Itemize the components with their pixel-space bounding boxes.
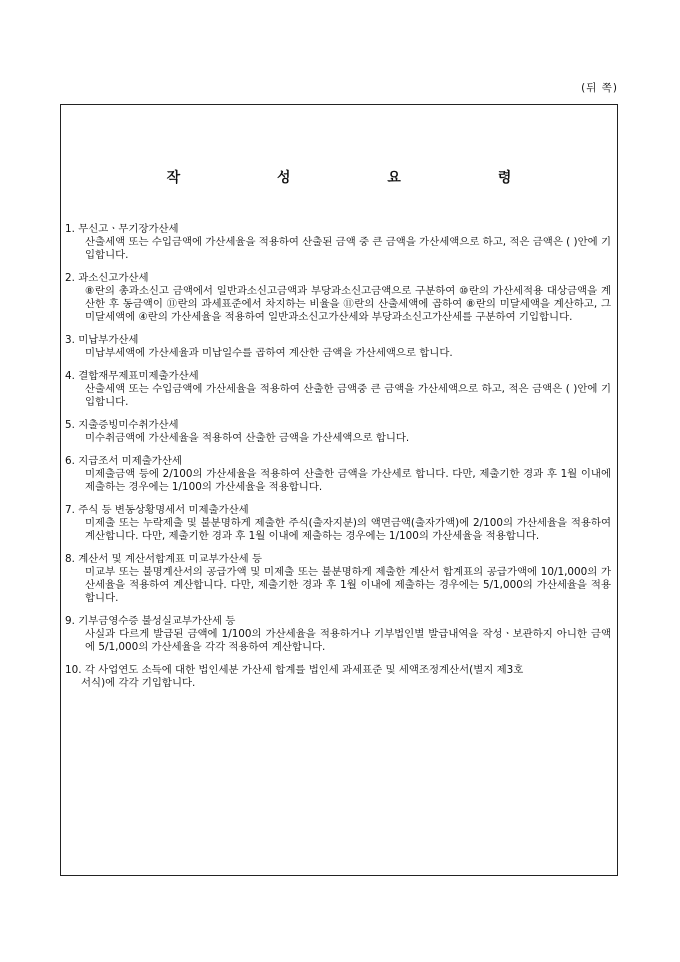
item-body: 산출세액 또는 수입금액에 가산세율을 적용하여 산출된 금액 중 큰 금액을 가산세액으로 하고, 적은 금액은 ( )안에 기입합니다.	[85, 236, 611, 261]
instruction-item-8	[65, 553, 613, 605]
instruction-item-9	[65, 615, 613, 654]
item-body: 미수취금액에 가산세율을 적용하여 산출한 금액을 가산세액으로 합니다.	[85, 432, 410, 444]
item-heading: 5. 지출증빙미수취가산세	[65, 419, 179, 431]
item-heading: 3. 미납부가산세	[65, 334, 139, 346]
instruction-item-6	[65, 455, 613, 494]
item-body: 미교부 또는 불명계산서의 공급가액 및 미제출 또는 불분명하게 제출한 계산서 합계표의 공급가액에 10/1,000의 가산세율을 적용하여 계산합니다. 다만, 제출기한 경과 후 1월 이내에 제출하는 경우에는 5/1,000의 가산세율을 적용합니다.	[85, 566, 611, 604]
instruction-item-5	[65, 419, 613, 445]
item-heading: 4. 결합재무제표미제출가산세	[65, 370, 199, 382]
item-body: 미납부세액에 가산세율과 미납일수를 곱하여 계산한 금액을 가산세액으로 합니다.	[85, 347, 453, 359]
document-title: 작 성 요 령	[166, 170, 558, 186]
instruction-item-1	[65, 223, 613, 262]
instruction-item-10	[65, 664, 613, 690]
page-side-label: (뒤 쪽)	[581, 82, 618, 94]
item-heading: 8. 계산서 및 계산서합계표 미교부가산세 등	[65, 553, 263, 565]
item-body: 미제출금액 등에 2/100의 가산세율을 적용하여 산출한 금액을 가산세로 합니다. 다만, 제출기한 경과 후 1월 이내에 제출하는 경우에는 1/100의 가산세율을 적용합니다.	[85, 468, 611, 493]
instructions-frame	[60, 104, 618, 876]
item-heading: 2. 과소신고가산세	[65, 272, 149, 284]
item-heading: 6. 지급조서 미제출가산세	[65, 455, 182, 467]
item-heading: 1. 무신고ㆍ무기장가산세	[65, 223, 179, 235]
instruction-item-4	[65, 370, 613, 409]
item-body: 미제출 또는 누락제출 및 불분명하게 제출한 주식(출자지분)의 액면금액(출자가액)에 2/100의 가산세율을 적용하여 계산합니다. 다만, 제출기한 경과 후 1월 이내에 제출하는 경우에는 1/100의 가산세율을 적용합니다.	[85, 517, 611, 542]
item-heading: 7. 주식 등 변동상황명세서 미제출가산세	[65, 504, 249, 516]
item-body: 사실과 다르게 발급된 금액에 1/100의 가산세율을 적용하거나 기부법인별 발급내역을 작성ㆍ보관하지 아니한 금액에 5/1,000의 가산세율을 각각 적용하여 계산합니다.	[85, 628, 611, 653]
instruction-item-2	[65, 272, 613, 324]
item-body: 서식)에 각각 기입합니다.	[81, 677, 196, 689]
item-heading: 9. 기부금영수증 불성실교부가산세 등	[65, 615, 236, 627]
item-body: ⑧란의 총과소신고 금액에서 일반과소신고금액과 부당과소신고금액으로 구분하여 ⑩란의 가산세적용 대상금액을 계산한 후 동금액이 ⑪란의 과세표준에서 차지하는 비율을 ⑪란의 산출세액에 곱하여 ⑧란의 미달세액을 계산하고, 그 미달세액에 ④란의 가산세율을 적용하여 일반과소신고가산세와 부당과소신고가산세를 구분하여 기입합니다.	[85, 285, 611, 323]
instruction-item-3	[65, 334, 613, 360]
item-heading: 10. 각 사업연도 소득에 대한 법인세분 가산세 합계를 법인세 과세표준 및 세액조정계산서(별지 제3호	[65, 664, 524, 676]
instruction-list	[65, 223, 613, 700]
instruction-item-7	[65, 504, 613, 543]
item-body: 산출세액 또는 수입금액에 가산세율을 적용하여 산출한 금액중 큰 금액을 가산세액으로 하고, 적은 금액은 ( )안에 기입합니다.	[85, 383, 611, 408]
